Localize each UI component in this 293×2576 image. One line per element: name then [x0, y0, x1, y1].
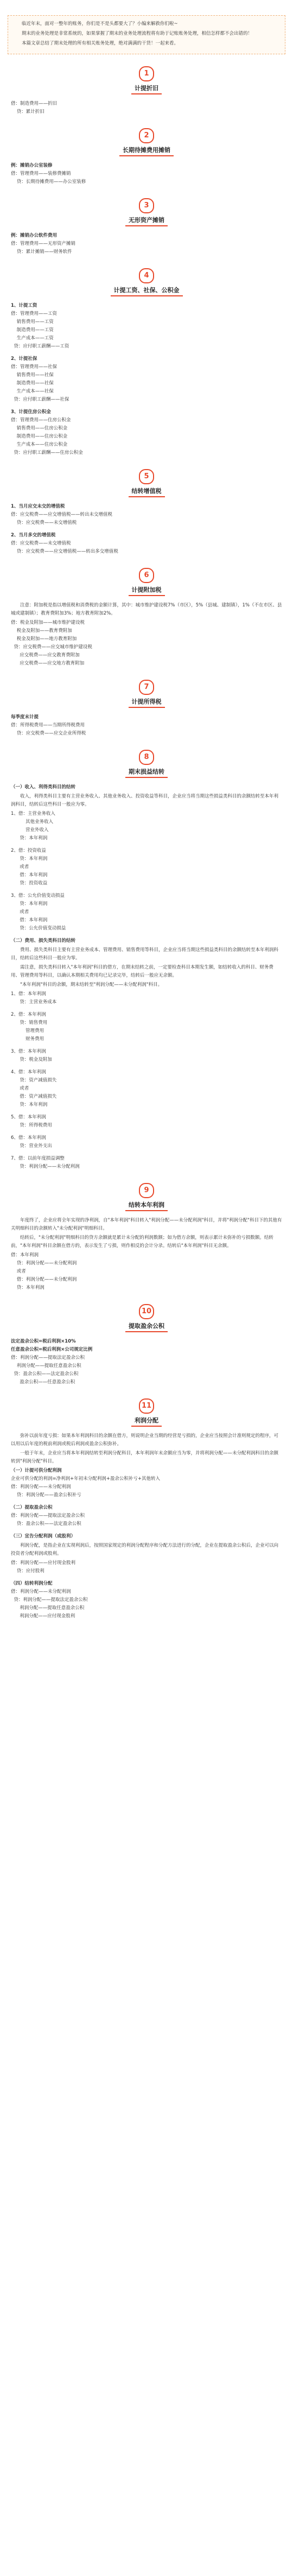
- section-heading: [0, 568, 293, 596]
- journal-entry-line: 7、借：以前年度损益调整: [11, 1156, 65, 1161]
- section-body: [11, 1217, 282, 1292]
- journal-entry-line: 盈余公积——任意盈余公积: [11, 1379, 75, 1385]
- entry-subheading: （三）宣告分配利润（或股利）: [11, 1534, 76, 1539]
- journal-entry-line: 借：管理费用——装修费摊销: [11, 171, 71, 176]
- section-heading: [0, 128, 293, 156]
- journal-entry-line: 贷：累计摊销——财务软件: [11, 249, 72, 255]
- journal-entry-line: 应交税费——应交地方教育附加: [11, 661, 85, 666]
- section-heading: [0, 66, 293, 94]
- journal-entry-line: 3、借：公允价值变动损益: [11, 893, 65, 898]
- section-title-text: 计提所得税: [129, 697, 165, 708]
- line-spacer: [11, 1499, 282, 1504]
- journal-entry-line: 贷：应付职工薪酬——住房公积金: [11, 450, 83, 455]
- body-paragraph: 注意：附加税是指以增值税和消费税的金额计算，其中：城市维护建设税7%（市区），5%（县城、建制镇），1%（不在市区、县城或建制镇）；教育费附加3%；地方教育附加2%。: [11, 603, 282, 616]
- journal-entry-line: 生产成本——工资: [11, 336, 54, 341]
- journal-entry-line: 借：本年利润: [11, 917, 48, 923]
- journal-entry-line: 借：利润分配——提取法定盈余公积: [11, 1355, 85, 1360]
- section-number-badge: 11: [139, 1398, 154, 1414]
- section-heading: [0, 680, 293, 708]
- journal-entry-line: 贷：主营业务成本: [11, 999, 57, 1005]
- journal-entry-line: 税金及附加——地方教育附加: [11, 636, 77, 642]
- section-title: [0, 585, 293, 596]
- journal-entry-line: 贷：所得税费用: [11, 1123, 52, 1128]
- body-paragraph: "本年利润"科目的余额，期末结转至"利润分配——未分配利润"科目。: [20, 982, 163, 988]
- journal-entry-line: 贷：应交税费——应交城市维护建设税: [11, 644, 92, 650]
- journal-entry-line: 制造费用——工资: [11, 327, 54, 333]
- journal-entry-line: 4、借：本年利润: [11, 1069, 46, 1075]
- journal-entry-line: 贷：利润分配——未分配利润: [11, 1261, 77, 1266]
- section-body: [11, 100, 282, 116]
- section-title: [0, 767, 293, 778]
- section-title-text: 期末损益结转: [125, 767, 168, 778]
- section-title: [0, 145, 293, 156]
- section-body: [11, 1432, 282, 1621]
- line-spacer: [11, 1007, 282, 1011]
- body-paragraph: 结转后，"未分配利润"明细科目的贷方余额就是累计未分配的利润数额；如为借方余额，则表示累计未弥补的亏损数额。结转前，"本年利润"科目余额在借方的，表示发生了亏损，则作相反的会计分录。结转后"本年利润"科目无余额。: [11, 1235, 273, 1249]
- journal-entry-line: 贷：应付股利: [11, 1568, 44, 1574]
- journal-entry-line: 贷：长期待摊费用——办公室装修: [11, 179, 86, 185]
- section-title-text: 计提附加税: [129, 585, 165, 596]
- body-paragraph: 需注意，损失类科目转入"本年利润"科目的借方，在期末结转之前，一定要检查科目本期发生额，如结转收入的科目、财务费用、管理费用等科目，以确认本期相关费用均已记录完毕，结转后一般应无余额。: [11, 965, 273, 978]
- body-paragraph: 一般于年末，企业应当将本年利润结转至利润分配科目，本年利润年末余额应当为零，并将利润分配——未分配利润科目的余额转到"利润分配"科目。: [11, 1451, 279, 1464]
- section-body: [11, 1338, 282, 1387]
- journal-entry-line: 借：管理费用——住房公积金: [11, 417, 71, 423]
- journal-entry-line: 借：管理费用——无形资产摊销: [11, 241, 76, 246]
- journal-entry-line: 贷：本年利润: [11, 1102, 48, 1107]
- section-title: [0, 216, 293, 226]
- section-number-badge: 3: [139, 198, 154, 213]
- entry-subheading: （二）费用、损失类科目的结转: [11, 938, 76, 944]
- entry-subheading: （一）收入、利得类科目的结转: [11, 784, 76, 790]
- section-title-text: 计提工资、社保、公积金: [111, 286, 183, 296]
- journal-entry-line: 销售费用——社保: [11, 372, 54, 378]
- line-spacer: [11, 527, 282, 531]
- journal-entry-line: 贷：公允价值变动损益: [11, 926, 66, 931]
- intro-paragraph: 期末的业务处理是非常系统的，如果掌握了期末的业务处理流程将有助于记账账务处理，相信怎样都不会出错的！: [22, 31, 253, 36]
- journal-entry-line: 贷：本年利润: [11, 836, 48, 841]
- journal-entry-line: 财务费用: [11, 1036, 44, 1042]
- journal-entry-line: 或者: [11, 1269, 26, 1274]
- journal-entry-line: 或者: [11, 909, 29, 915]
- section-heading: [0, 1183, 293, 1211]
- line-spacer: [11, 1109, 282, 1113]
- section-number-badge: 8: [139, 750, 154, 765]
- section-title: [0, 1200, 293, 1211]
- section-title-text: 结转增值税: [129, 486, 165, 497]
- line-spacer: [11, 1130, 282, 1134]
- section-number-badge: 10: [139, 1304, 154, 1319]
- journal-entry-line: 或者: [11, 1086, 29, 1091]
- section-title: [0, 84, 293, 94]
- section-body: [11, 602, 282, 668]
- section-heading: [0, 750, 293, 778]
- journal-entry-line: 借：利润分配——未分配利润: [11, 1589, 71, 1594]
- journal-entry-line: 贷：本年利润: [11, 856, 48, 862]
- journal-entry-line: 借：利润分配——未分配利润: [11, 1484, 71, 1490]
- journal-entry-line: 利润分配——提取任意盈余公积: [11, 1363, 81, 1369]
- section-title-text: 结转本年利润: [125, 1200, 168, 1211]
- body-paragraph: 弥补以前年度亏损：如果本年利润科目的余额在借方，则说明企业当期的经营是亏损的，企业应当按照会计准则规定的程序，可以用以后年度的税前利润或税后利润或盈余公积弥补。: [11, 1433, 279, 1447]
- section-title-text: 提取盈余公积: [125, 1321, 168, 1332]
- section-number-badge: 4: [139, 268, 154, 283]
- entry-subheading: （四）结转利润分配: [11, 1581, 53, 1586]
- journal-entry-line: 借：所得税费用——当期所得税费用: [11, 723, 85, 728]
- section-body: [11, 232, 282, 256]
- journal-entry-line: 制造费用——社保: [11, 381, 54, 386]
- body-paragraph: 收入，利得类科目主要有主营业务收入、其他业务收入、投资收益等科目，企业应当将当期这些损益类科目的余额结转至本年利润科目，结转后这些科目一般应为零。: [11, 794, 279, 807]
- entry-subheading: 2、计提社保: [11, 356, 37, 362]
- intro-box: [8, 15, 285, 54]
- section-title: [0, 697, 293, 708]
- section-heading: [0, 1304, 293, 1332]
- entry-subheading: 例：摊销办公室装修: [11, 163, 53, 168]
- journal-entry-line: 借：应交税费——应交增值税——转出未交增值税: [11, 512, 113, 517]
- journal-entry-line: 6、借：本年利润: [11, 1135, 46, 1141]
- journal-entry-line: 借：利润分配——应付现金股利: [11, 1560, 76, 1566]
- section-number-badge: 7: [139, 680, 154, 695]
- section-number-badge: 1: [139, 66, 154, 81]
- journal-entry-line: 借：资产减值损失: [11, 1094, 57, 1099]
- journal-entry-line: 贷：利润分配——盈余公积补亏: [11, 1492, 81, 1498]
- line-spacer: [11, 351, 282, 355]
- journal-entry-line: 贷：本年利润: [11, 901, 48, 907]
- journal-entry-line: 借：税金及附加——城市维护建设税: [11, 620, 85, 625]
- journal-entry-line: 借：制造费用——折旧: [11, 101, 58, 106]
- journal-entry-line: 贷：应交税费——应交企业所得税: [11, 731, 86, 736]
- journal-entry-line: 借：利润分配——未分配利润: [11, 1277, 77, 1282]
- section-heading: [0, 1398, 293, 1427]
- line-spacer: [11, 888, 282, 892]
- section-title: [0, 1416, 293, 1427]
- journal-entry-line: 销售费用——工资: [11, 319, 54, 325]
- section-title: [0, 486, 293, 497]
- entry-subheading: 法定盈余公积=税后利润×10%: [11, 1339, 76, 1344]
- body-paragraph: 利润分配，是指企业在实现利润后，按照国家规定的利润分配程序和分配方法进行的分配，企业在提取盈余公积后，企业可以向投资者分配利润或股利。: [11, 1543, 279, 1556]
- section-number-badge: 9: [139, 1183, 154, 1198]
- section-number-badge: 2: [139, 128, 154, 143]
- section-title-text: 无形资产摊销: [125, 216, 168, 226]
- entry-subheading: 2、当月多交的增值税: [11, 533, 56, 538]
- journal-entry-line: 贷：营业外支出: [11, 1143, 52, 1149]
- journal-entry-line: 税金及附加——教育费附加: [11, 628, 72, 634]
- journal-entry-line: 贷：应交税费——应交增值税——转出多交增值税: [11, 549, 118, 554]
- section-heading: [0, 198, 293, 226]
- journal-entry-line: 应交税费——应交教育费附加: [11, 653, 80, 658]
- section-title-text: 利润分配: [131, 1416, 162, 1427]
- section-title: [0, 1321, 293, 1332]
- journal-entry-line: 借：本年利润: [11, 872, 48, 878]
- journal-entry-line: 贷：应交税费——未交增值税: [11, 520, 77, 526]
- entry-subheading: 任意盈余公积=税后利润×公司规定比例: [11, 1347, 93, 1352]
- journal-entry-line: 其他业务收入: [11, 819, 54, 825]
- section-title-text: 长期待摊费用摊销: [119, 145, 174, 156]
- journal-entry-line: 1、借：主营业务收入: [11, 811, 55, 817]
- journal-entry-line: 借：利润分配——提取法定盈余公积: [11, 1513, 85, 1518]
- journal-entry-line: 贷：利润分配——未分配利润: [11, 1164, 80, 1169]
- sections-container: [0, 66, 293, 1621]
- journal-entry-line: 2、借：投资收益: [11, 848, 46, 853]
- journal-entry-line: 制造费用——住房公积金: [11, 434, 68, 439]
- journal-entry-line: 营业外收入: [11, 827, 49, 833]
- journal-entry-line: 贷：税金及附加: [11, 1057, 52, 1062]
- journal-entry-line: 贷：盈余公积——法定盈余公积: [11, 1521, 81, 1527]
- entry-subheading: 例：摊销办公软件费用: [11, 233, 58, 238]
- journal-entry-line: 贷：投资收益: [11, 881, 48, 886]
- journal-entry-line: 借：管理费用——工资: [11, 311, 58, 317]
- intro-paragraph: 临近年末，面对一整年的账务，你们是不是头都要大了？小编来解救你们啦~: [22, 21, 178, 27]
- section-heading: [0, 268, 293, 296]
- section-body: [11, 162, 282, 186]
- line-spacer: [11, 1064, 282, 1068]
- section-title-text: 计提折旧: [131, 84, 162, 94]
- journal-entry-line: 3、借：本年利润: [11, 1049, 46, 1054]
- journal-entry-line: 贷：累计折旧: [11, 109, 44, 115]
- section-number-badge: 5: [139, 469, 154, 484]
- journal-entry-line: 管理费用: [11, 1028, 44, 1034]
- line-spacer: [11, 1528, 282, 1533]
- entry-subheading: 每季度末计提: [11, 714, 39, 720]
- journal-entry-line: 贷：资产减值损失: [11, 1078, 57, 1083]
- section-body: [11, 713, 282, 738]
- journal-entry-line: 1、借：本年利润: [11, 991, 46, 997]
- body-paragraph: 年度终了，企业应将全年实现的净利润，自"本年利润"科目转入"利润分配——未分配利润"科目，并将"利润分配"科目下的其他有关明细科目的余额转入"未分配利润"明细科目。: [11, 1218, 282, 1231]
- entry-subheading: 3、计提住房公积金: [11, 409, 51, 415]
- journal-entry-line: 企业可供分配的利润=净利润+年初未分配利润+盈余公积补亏+其他转入: [11, 1476, 160, 1482]
- journal-entry-line: 贷：盈余公积——法定盈余公积: [11, 1371, 79, 1377]
- section-title: [0, 286, 293, 296]
- journal-entry-line: 销售费用——住房公积金: [11, 426, 68, 431]
- entry-subheading: 1、当月应交未交的增值税: [11, 504, 65, 509]
- line-spacer: [11, 404, 282, 408]
- section-body: [11, 302, 282, 457]
- entry-subheading: （一）计提可供分配利润: [11, 1468, 62, 1473]
- entry-subheading: （二）提取盈余公积: [11, 1505, 53, 1510]
- journal-entry-line: 利润分配——提取任意盈余公积: [11, 1605, 85, 1611]
- journal-entry-line: 2、借：本年利润: [11, 1012, 46, 1017]
- journal-entry-line: 5、借：本年利润: [11, 1115, 46, 1120]
- journal-entry-line: 贷：利润分配——提取法定盈余公积: [11, 1597, 88, 1603]
- section-body: [11, 503, 282, 556]
- journal-entry-line: 贷：本年利润: [11, 1285, 44, 1290]
- entry-subheading: 1、计提工资: [11, 303, 37, 308]
- journal-entry-line: 利润分配——应付现金股利: [11, 1613, 75, 1619]
- line-spacer: [11, 1150, 282, 1155]
- journal-entry-line: 贷：销售费用: [11, 1020, 48, 1026]
- journal-entry-line: 贷：应付职工薪酬——社保: [11, 397, 69, 402]
- journal-entry-line: 借：应交税费——未交增值税: [11, 541, 71, 546]
- section-number-badge: 6: [139, 568, 154, 583]
- line-spacer: [11, 1043, 282, 1048]
- journal-entry-line: 生产成本——住房公积金: [11, 442, 68, 447]
- section-heading: [0, 469, 293, 497]
- section-body: [11, 783, 282, 1171]
- line-spacer: [11, 1575, 282, 1580]
- journal-entry-line: 贷：应付职工薪酬——工资: [11, 344, 69, 349]
- journal-entry-line: 借：管理费用——社保: [11, 364, 58, 370]
- journal-entry-line: 或者: [11, 864, 29, 870]
- journal-entry-line: 生产成本——社保: [11, 389, 54, 394]
- body-paragraph: 费用、损失类科目主要有主营业务成本、管理费用、销售费用等科目，企业应当将当期这些损益类科目的余额结转至本年利润科目，结转后这些科目一般应为零。: [11, 947, 279, 961]
- line-spacer: [11, 933, 282, 937]
- journal-entry-line: 借：本年利润: [11, 1252, 39, 1258]
- line-spacer: [11, 843, 282, 847]
- intro-paragraph: 本篇文章总结了期末处理的所有相关账务处理，绝对满满的干货！一起来看。: [22, 41, 179, 46]
